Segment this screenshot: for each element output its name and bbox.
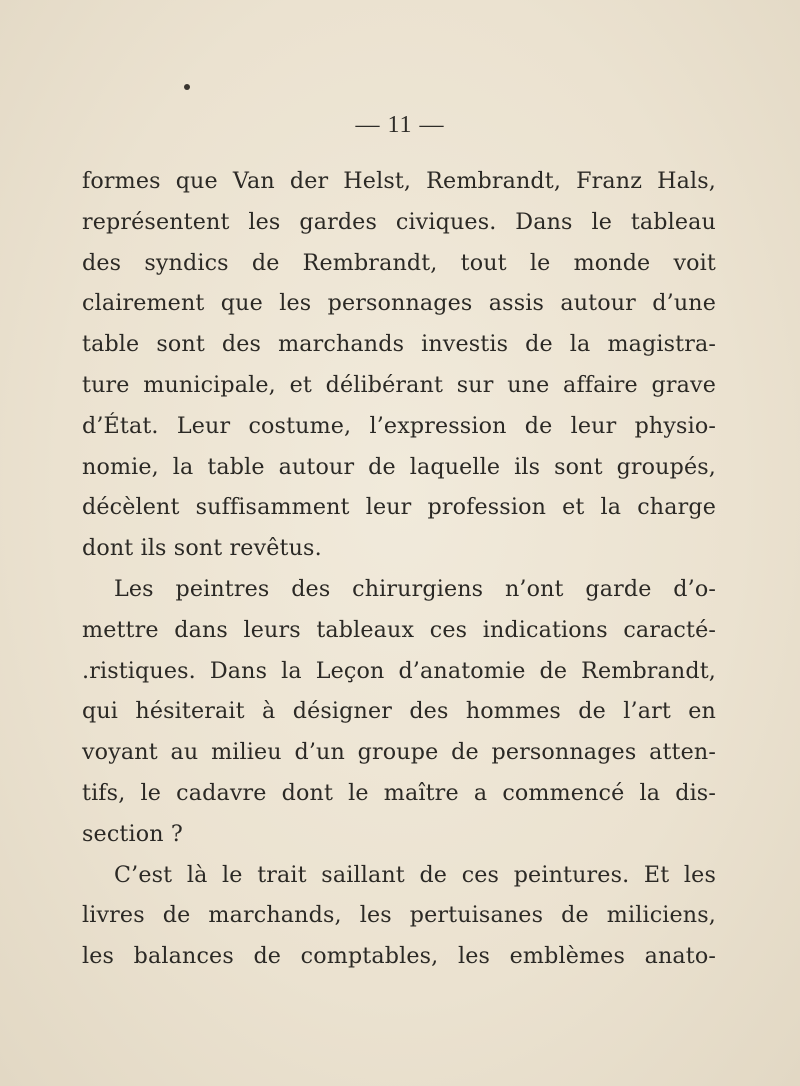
text-line: d’État. Leur costume, l’expression de leur physio- bbox=[82, 412, 716, 439]
text-line: mettre dans leurs tableaux ces indications caracté- bbox=[82, 616, 716, 643]
text-line: les balances de comptables, les emblèmes anato- bbox=[82, 943, 716, 970]
text-line: voyant au milieu d’un groupe de personnages atten- bbox=[82, 739, 716, 766]
text-line: dont ils sont revêtus. bbox=[82, 535, 322, 562]
text-line: représentent les gardes civiques. Dans le tableau bbox=[82, 208, 716, 235]
text-line: tifs, le cadavre dont le maître a commencé la dis- bbox=[82, 779, 716, 806]
text-line: formes que Van der Helst, Rembrandt, Franz Hals, bbox=[82, 168, 716, 194]
body-text bbox=[82, 161, 716, 977]
text-line: décèlent suffisamment leur profession et la charge bbox=[82, 494, 716, 521]
text-line: ture municipale, et délibérant sur une affaire grave bbox=[82, 371, 716, 398]
ink-speck bbox=[184, 84, 190, 90]
text-line: des syndics de Rembrandt, tout le monde voit bbox=[82, 249, 716, 276]
text-line: Les peintres des chirurgiens n’ont garde d’o- bbox=[114, 575, 716, 602]
page-number: — 11 — bbox=[355, 112, 445, 138]
text-line: clairement que les personnages assis autour d’une bbox=[82, 290, 716, 317]
text-line: .ristiques. Dans la Leçon d’anatomie de Rembrandt, bbox=[82, 657, 716, 684]
text-line: qui hésiterait à désigner des hommes de l’art en bbox=[82, 698, 716, 725]
text-line: section ? bbox=[82, 820, 183, 847]
text-line: table sont des marchands investis de la magistra- bbox=[82, 331, 716, 358]
text-line: nomie, la table autour de laquelle ils sont groupés, bbox=[82, 453, 716, 480]
text-line: C’est là le trait saillant de ces peintures. Et les bbox=[114, 861, 716, 888]
text-line: livres de marchands, les pertuisanes de miliciens, bbox=[82, 902, 716, 929]
